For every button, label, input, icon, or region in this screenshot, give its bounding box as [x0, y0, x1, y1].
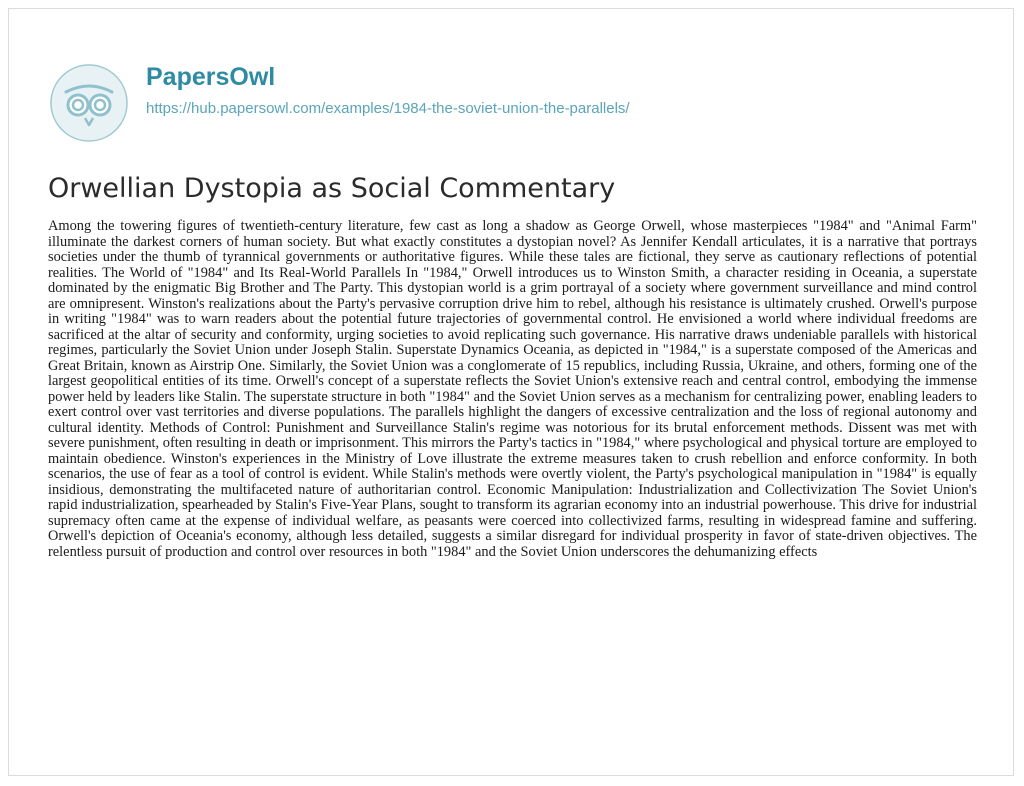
- owl-logo-icon[interactable]: [48, 62, 130, 144]
- source-url-link[interactable]: https://hub.papersowl.com/examples/1984-the-soviet-union-the-parallels/: [146, 99, 630, 117]
- site-header: [48, 62, 630, 144]
- brand-block: [146, 62, 630, 117]
- article-title: Orwellian Dystopia as Social Commentary: [48, 173, 616, 204]
- brand-name[interactable]: PapersOwl: [146, 62, 276, 91]
- article-body: Among the towering figures of twentieth-century literature, few cast as long a shadow as George Orwell, whose masterpieces "1984" and "Animal Farm" illuminate the darkest corners of human society. But what exactly constitutes a dystopian novel? As Jennifer Kendall articulates, it is a narrative that portrays societies under the thumb of tyrannical governments or authoritative figures. While these tales are fictional, they serve as cautionary reflections of potential realities. The World of "1984" and Its Real-World Parallels In "1984," Orwell introduces us to Winston Smith, a character residing in Oceania, a superstate dominated by the enigmatic Big Brother and The Party. This dystopian world is a grim portrayal of a society where government surveillance and mind control are omnipresent. Winston's realizations about the Party's pervasive corruption drive him to rebel, although his resistance is ultimately crushed. Orwell's purpose in writing "1984" was to warn readers about the potential future trajectories of governmental control. He envisioned a world where individual freedoms are sacrificed at the altar of security and conformity, urging societies to avoid replicating such governance. His narrative draws undeniable parallels with historical regimes, particularly the Soviet Union under Joseph Stalin. Superstate Dynamics Oceania, as depicted in "1984," is a superstate composed of the Americas and Great Britain, known as Airstrip One. Similarly, the Soviet Union was a conglomerate of 15 republics, including Russia, Ukraine, and others, forming one of the largest geopolitical entities of its time. Orwell's concept of a superstate reflects the Soviet Union's extensive reach and central control, embodying the immense power held by leaders like Stalin. The superstate structure in both "1984" and the Soviet Union serves as a mechanism for centralizing power, enabling leaders to exert control over vast territories and diverse populations. The parallels highlight the dangers of excessive centralization and the loss of regional autonomy and cultural identity. Methods of Control: Punishment and Surveillance Stalin's regime was notorious for its brutal enforcement methods. Dissent was met with severe punishment, often resulting in death or imprisonment. This mirrors the Party's tactics in "1984," where psychological and physical torture are employed to maintain obedience. Winston's experiences in the Ministry of Love illustrate the extreme measures taken to crush rebellion and enforce conformity. In both scenarios, the use of fear as a tool of control is evident. While Stalin's methods were overtly violent, the Party's psychological manipulation in "1984" is equally insidious, demonstrating the multifaceted nature of authoritarian control. Economic Manipulation: Industrialization and Collectivization The Soviet Union's rapid industrialization, spearheaded by Stalin's Five-Year Plans, sought to transform its agrarian economy into an industrial powerhouse. This drive for industrial supremacy often came at the expense of individual welfare, as peasants were coerced into collectivized farms, resulting in widespread famine and suffering. Orwell's depiction of Oceania's economy, although less detailed, suggests a similar disregard for individual prosperity in favor of state-driven objectives. The relentless pursuit of production and control over resources in both "1984" and the Soviet Union underscores the dehumanizing effects: [48, 218, 977, 560]
